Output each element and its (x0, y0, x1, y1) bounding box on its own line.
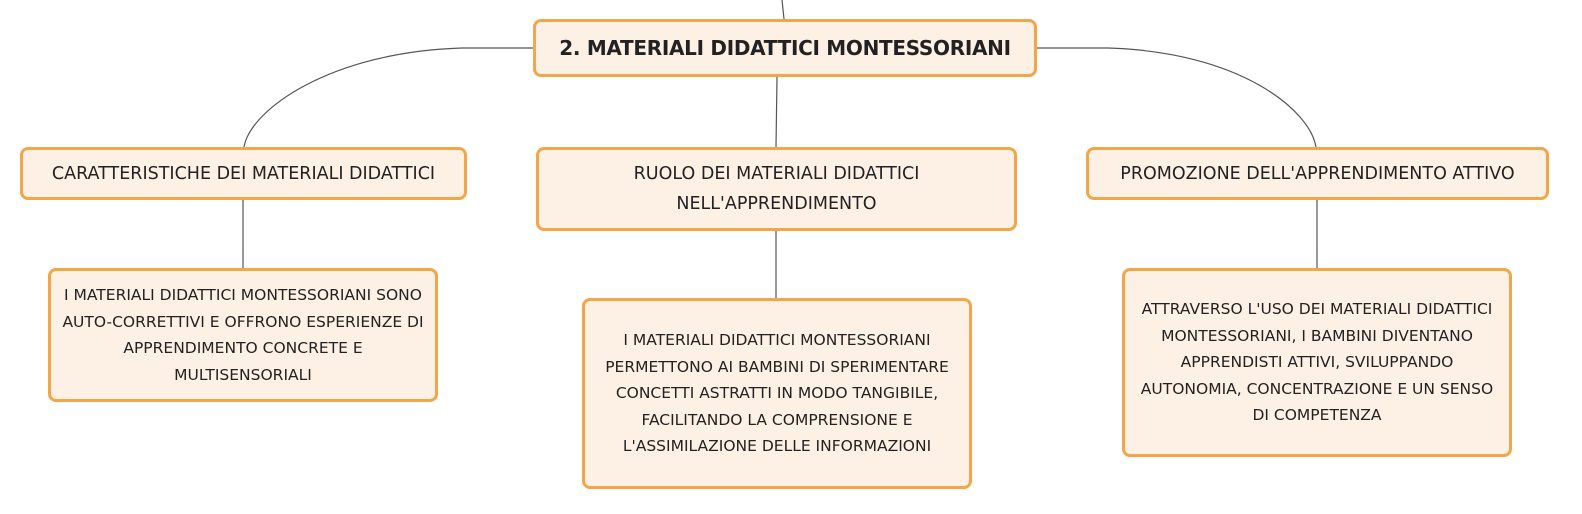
connector-root-to-ruolo (776, 77, 777, 147)
detail-node-caratteristiche[interactable] (48, 268, 438, 402)
detail-node-promozione[interactable] (1122, 268, 1512, 457)
detail-node-ruolo[interactable] (582, 298, 972, 489)
topic-node-ruolo[interactable] (536, 147, 1017, 231)
detail-node-text: I MATERIALI DIDATTICI MONTESSORIANI PERMETTONO AI BAMBINI DI SPERIMENTARE CONCETTI ASTRATTI IN MODO TANGIBILE, FACILITANDO LA COMPRENSIONE E L'ASSIMILAZIONE DELLE INFORMAZIONI (605, 331, 949, 456)
root-node-title: 2. MATERIALI DIDATTICI MONTESSORIANI (559, 36, 1011, 60)
topic-node-title: PROMOZIONE DELL'APPRENDIMENTO ATTIVO (1120, 163, 1515, 184)
detail-node-text: ATTRAVERSO L'USO DEI MATERIALI DIDATTICI MONTESSORIANI, I BAMBINI DIVENTANO APPRENDISTI ATTIVI, SVILUPPANDO AUTONOMIA, CONCENTRAZIONE E UN SENSO DI COMPETENZA (1140, 300, 1494, 425)
connector-root-to-promozione (1037, 48, 1316, 147)
root-node[interactable] (533, 19, 1037, 77)
topic-node-title: CARATTERISTICHE DEI MATERIALI DIDATTICI (51, 163, 436, 184)
topic-node-title: RUOLO DEI MATERIALI DIDATTICI NELL'APPRENDIMENTO (633, 164, 920, 214)
detail-node-text: I MATERIALI DIDATTICI MONTESSORIANI SONO AUTO-CORRETTIVI E OFFRONO ESPERIENZE DI APPRENDIMENTO CONCRETE E MULTISENSORIALI (62, 286, 424, 384)
topic-node-caratteristiche[interactable] (20, 147, 467, 200)
topic-node-promozione[interactable] (1086, 147, 1549, 200)
connector-root-to-caratteristiche (244, 48, 533, 147)
connector-parent-to-root (782, 0, 784, 19)
